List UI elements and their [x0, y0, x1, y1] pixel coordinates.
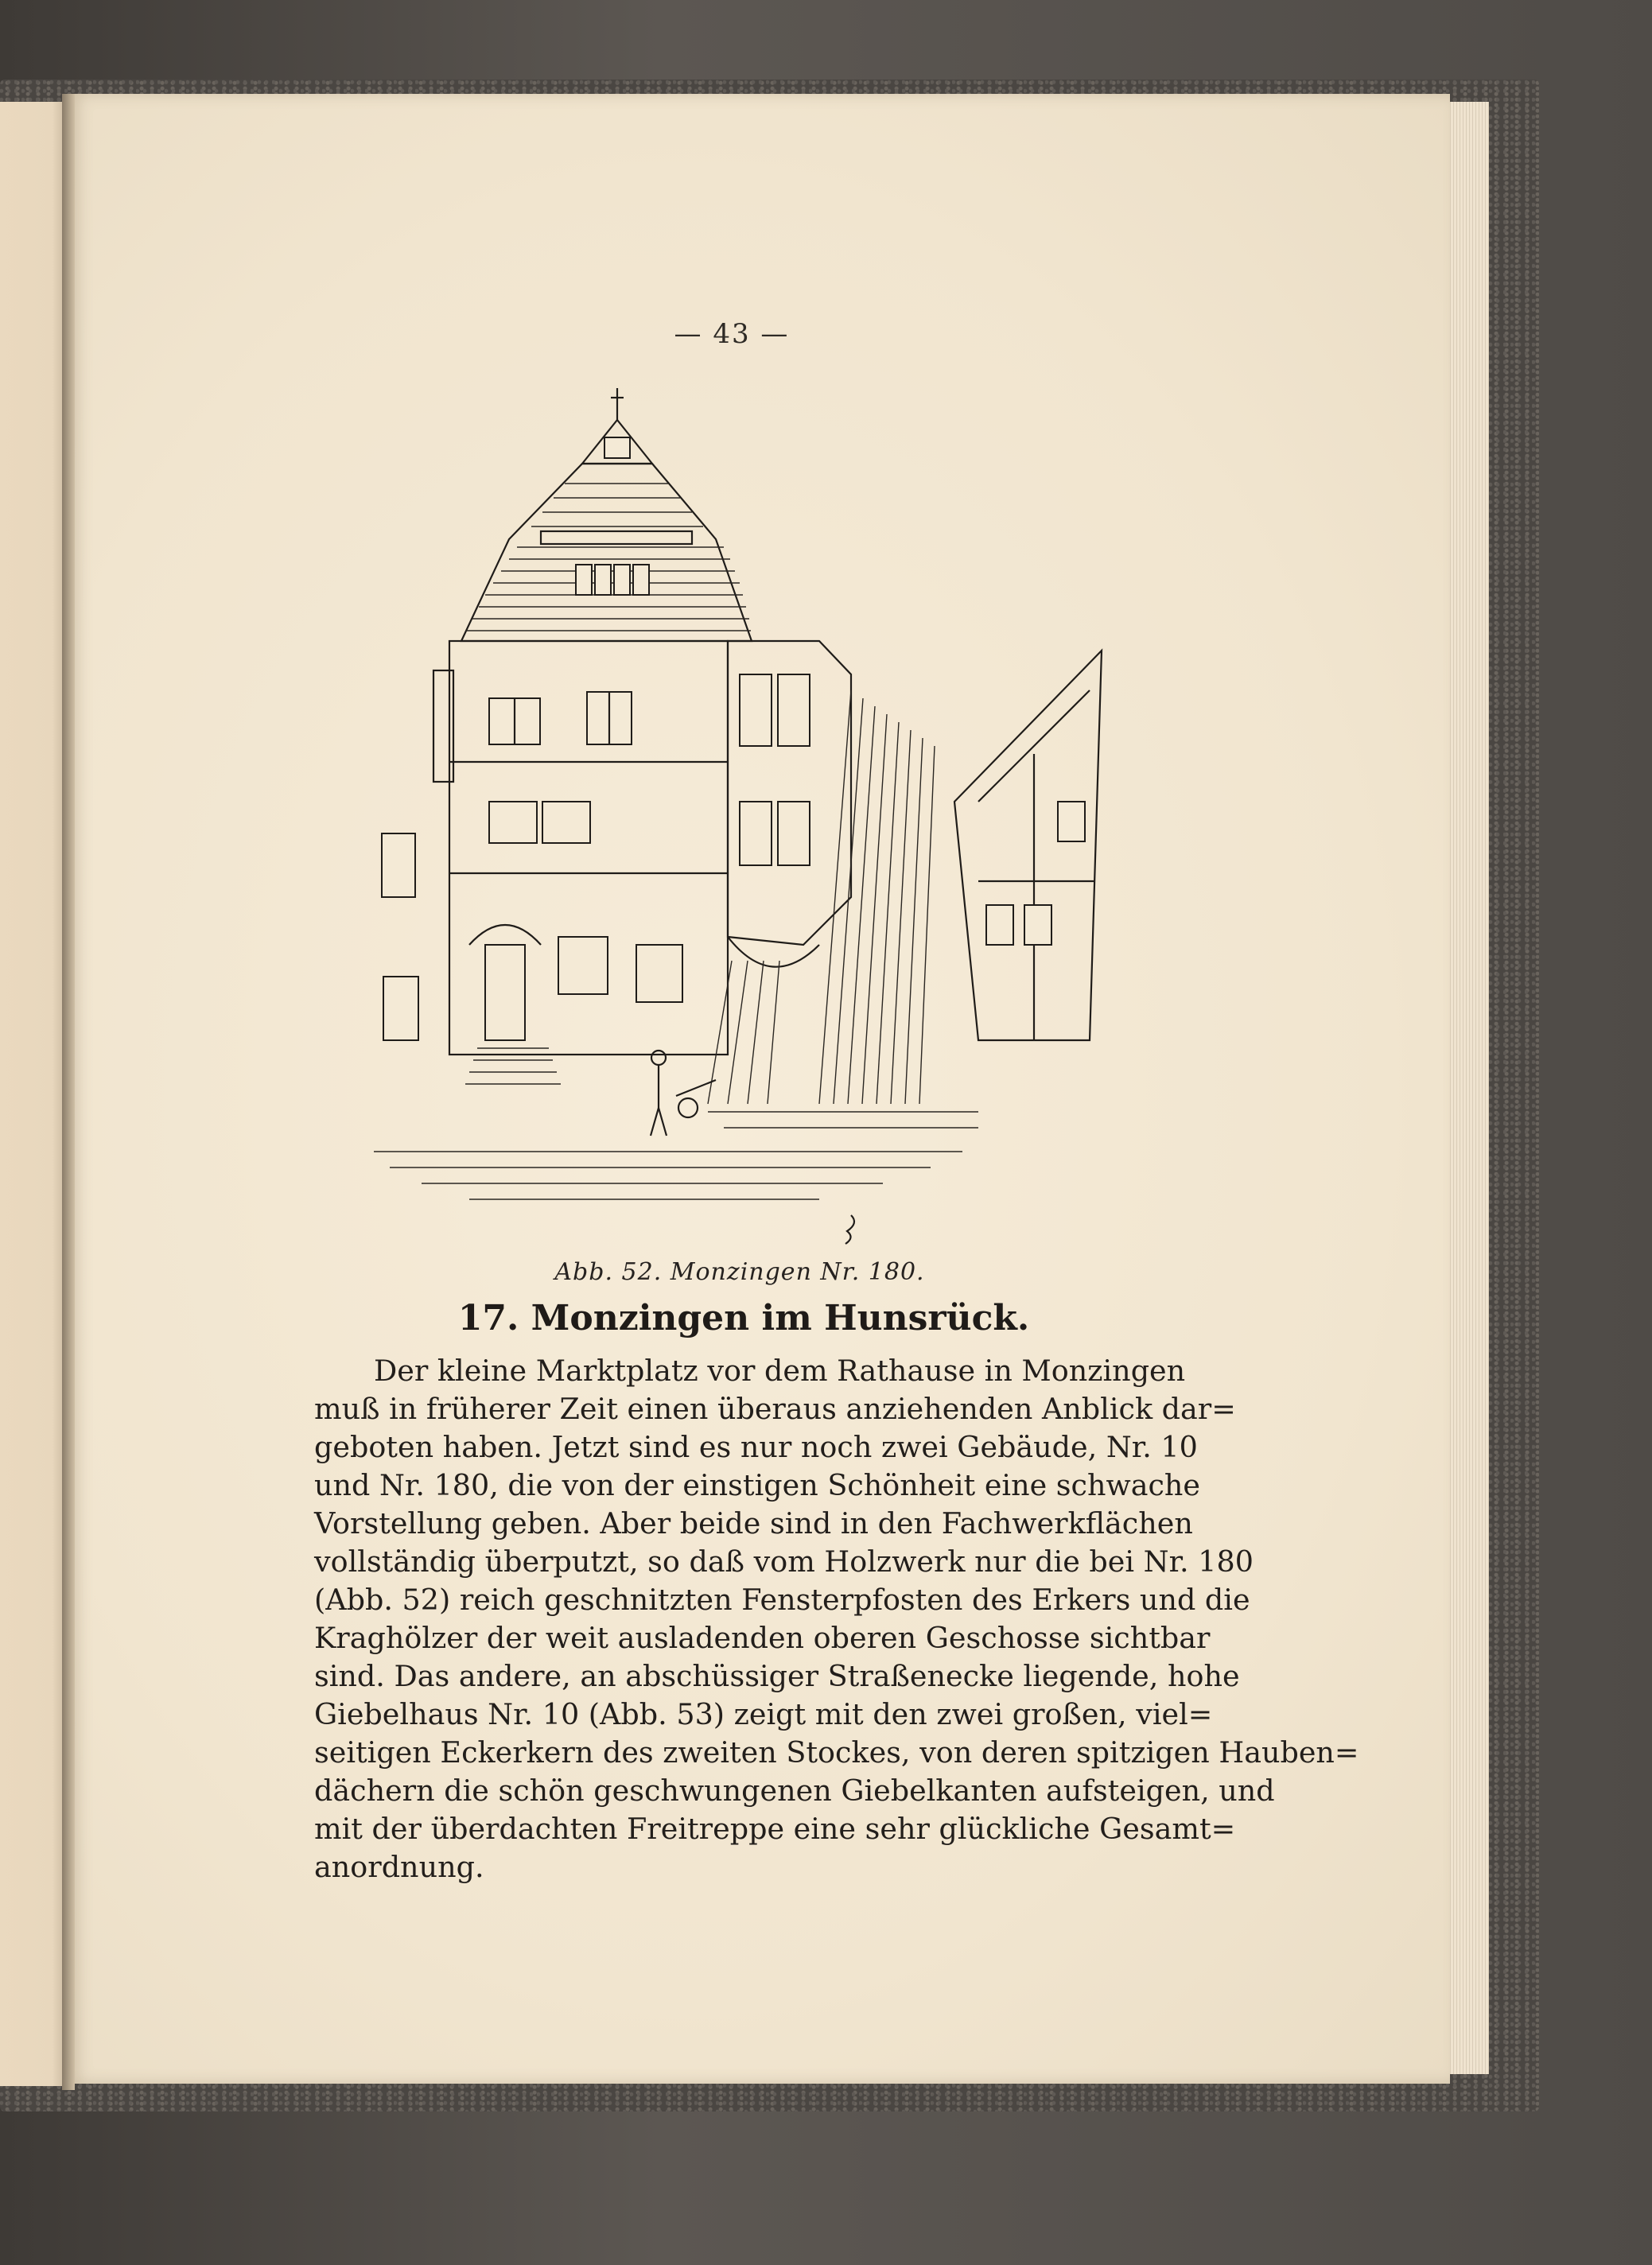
text-line: und Nr. 180, die von der einstigen Schönheit eine schwache	[314, 1468, 1201, 1502]
left-page-edge	[0, 102, 65, 2086]
house-sketch-illustration	[374, 388, 1106, 1247]
text-line: vollständig überputzt, so daß vom Holzwerk nur die bei Nr. 180	[314, 1544, 1254, 1579]
body-paragraph	[314, 1352, 1359, 1886]
text-line: (Abb. 52) reich geschnitzten Fensterpfosten des Erkers und die	[314, 1583, 1250, 1617]
text-line: Giebelhaus Nr. 10 (Abb. 53) zeigt mit den zwei großen, viel=	[314, 1697, 1213, 1731]
text-line: dächern die schön geschwungenen Giebelkanten aufsteigen, und	[314, 1774, 1275, 1808]
text-line: Vorstellung geben. Aber beide sind in den Fachwerkflächen	[314, 1506, 1193, 1540]
text-line: anordnung.	[314, 1850, 484, 1884]
text-line: geboten haben. Jetzt sind es nur noch zwei Gebäude, Nr. 10	[314, 1430, 1198, 1464]
figure-caption: Abb. 52. Monzingen Nr. 180.	[554, 1258, 925, 1286]
section-heading: 17. Monzingen im Hunsrück.	[457, 1298, 1030, 1338]
figure-monzingen-house	[374, 388, 1106, 1247]
text-line: mit der überdachten Freitreppe eine sehr glückliche Gesamt=	[314, 1812, 1236, 1846]
text-line: Kraghölzer der weit ausladenden oberen Geschosse sichtbar	[314, 1621, 1211, 1655]
text-line: seitigen Eckerkern des zweiten Stockes, von deren spitzigen Hauben=	[314, 1735, 1359, 1770]
book-gutter	[62, 94, 75, 2090]
text-line: muß in früherer Zeit einen überaus anziehenden Anblick dar=	[314, 1392, 1236, 1426]
text-line: Der kleine Marktplatz vor dem Rathause in Monzingen	[374, 1354, 1186, 1388]
page-number: — 43 —	[674, 318, 790, 350]
text-line: sind. Das andere, an abschüssiger Straßenecke liegende, hohe	[314, 1659, 1240, 1693]
